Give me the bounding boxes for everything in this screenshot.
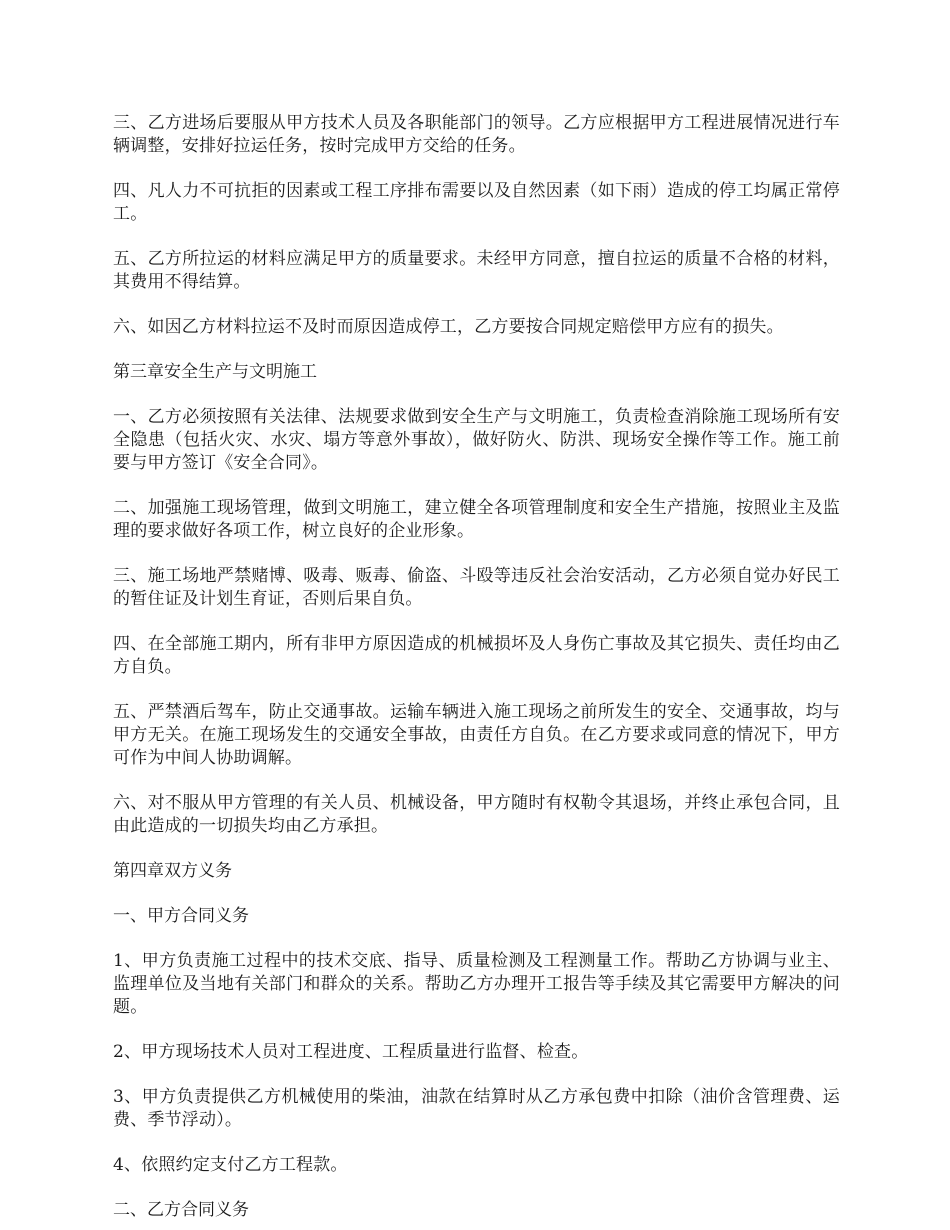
section-heading: 一、甲方合同义务 [113,906,249,926]
paragraph: 四、在全部施工期内，所有非甲方原因造成的机械损坏及人身伤亡事故及其它损失、责任均由乙方自负。 [113,634,840,677]
paragraph: 六、如因乙方材料拉运不及时而原因造成停工，乙方要按合同规定赔偿甲方应有的损失。 [113,317,784,337]
paragraph: 四、凡人力不可抗拒的因素或工程工序排布需要以及自然因素（如下雨）造成的停工均属正常停工。 [113,181,840,224]
paragraph: 六、对不服从甲方管理的有关人员、机械设备，甲方随时有权勒令其退场，并终止承包合同，且由此造成的一切损失均由乙方承担。 [113,793,840,836]
paragraph: 三、施工场地严禁赌博、吸毒、贩毒、偷盗、斗殴等违反社会治安活动，乙方必须自觉办好民工的暂住证及计划生育证，否则后果自负。 [113,566,840,609]
section-heading: 二、乙方合同义务 [113,1200,249,1220]
paragraph: 2、甲方现场技术人员对工程进度、工程质量进行监督、检查。 [113,1042,589,1062]
chapter-heading: 第四章双方义务 [113,861,232,881]
paragraph: 五、乙方所拉运的材料应满足甲方的质量要求。未经甲方同意，擅自拉运的质量不合格的材料，其费用不得结算。 [113,249,840,292]
chapter-heading: 第三章安全生产与文明施工 [113,362,317,382]
paragraph: 1、甲方负责施工过程中的技术交底、指导、质量检测及工程测量工作。帮助乙方协调与业主、监理单位及当地有关部门和群众的关系。帮助乙方办理开工报告等手续及其它需要甲方解决的问题。 [113,951,840,1017]
paragraph: 二、加强施工现场管理，做到文明施工，建立健全各项管理制度和安全生产措施，按照业主及监理的要求做好各项工作，树立良好的企业形象。 [113,498,840,541]
paragraph: 4、依照约定支付乙方工程款。 [113,1155,348,1175]
paragraph: 五、严禁酒后驾车，防止交通事故。运输车辆进入施工现场之前所发生的安全、交通事故，均与甲方无关。在施工现场发生的交通安全事故，由责任方自负。在乙方要求或同意的情况下，甲方可作为中间人协助调解。 [113,702,840,768]
paragraph: 三、乙方进场后要服从甲方技术人员及各职能部门的领导。乙方应根据甲方工程进展情况进行车辆调整，安排好拉运任务，按时完成甲方交给的任务。 [113,113,840,156]
paragraph: 3、甲方负责提供乙方机械使用的柴油，油款在结算时从乙方承包费中扣除（油价含管理费、运费、季节浮动）。 [113,1087,840,1130]
paragraph: 一、乙方必须按照有关法律、法规要求做到安全生产与文明施工，负责检查消除施工现场所有安全隐患（包括火灾、水灾、塌方等意外事故），做好防火、防洪、现场安全操作等工作。施工前要与甲方签订《安全合同》。 [113,407,840,473]
